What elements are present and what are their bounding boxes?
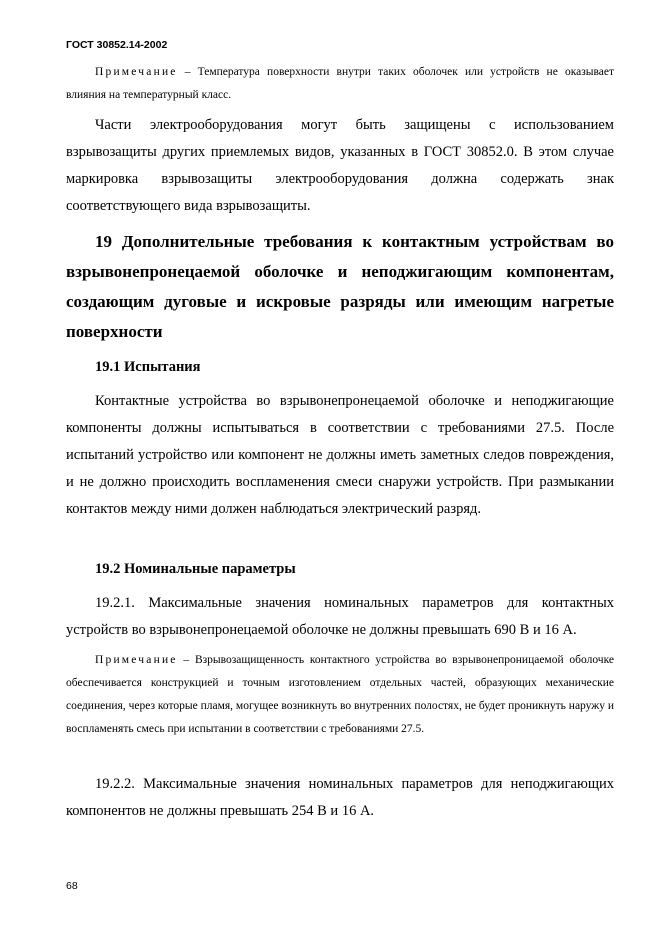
- subsection-19-2-heading: 19.2 Номинальные параметры: [95, 561, 296, 577]
- section-19-heading: 19 Дополнительные требования к контактным устройствам во взрывонепронецаемой оболочке и неподжигающим компонентам, создающим дуговые и искровые разряды или имеющим нагретые поверхности: [66, 232, 614, 341]
- page-number: 68: [66, 880, 78, 892]
- note-text: – Температура поверхности внутри таких оболочек или устройств не оказывает влияния на температурный класс.: [66, 66, 614, 101]
- paragraph-other-protection: Части электрооборудования могут быть защищены с использованием взрывозащиты других приемлемых видов, указанных в ГОСТ 30852.0. В этом случае маркировка взрывозащиты электрооборудования должна содержать знак соответствующего вида взрывозащиты.: [66, 117, 614, 214]
- note-label: Примечание: [95, 66, 178, 78]
- paragraph-19-2-2: 19.2.2. Максимальные значения номинальных параметров для неподжигающих компонентов не должны превышать 254 В и 16 А.: [66, 776, 614, 819]
- note-flameproof: [66, 649, 614, 741]
- paragraph-19-1-testing: Контактные устройства во взрывонепронецаемой оболочке и неподжигающие компоненты должны испытываться в соответствии с требованиями 27.5. После испытаний устройство или компонент не должны иметь заметных следов повреждения, и не должно происходить воспламенения смеси снаружи устройств. При размыкании контактов между ними должен наблюдаться электрический разряд.: [66, 393, 614, 517]
- subsection-19-1-heading: 19.1 Испытания: [95, 359, 201, 375]
- document-code-header: ГОСТ 30852.14-2002: [66, 39, 168, 51]
- note-label: Примечание: [95, 654, 178, 666]
- note-text: – Взрывозащищенность контактного устройства во взрывонепроницаемой оболочке обеспечивается конструкцией и точным изготовлением отдельных частей, образующих механические соединения, через которые пламя, могущее возникнуть во внутренних полостях, не будет проникнуть наружу и воспламенять смесь при испытании в соответствии с требованиями 27.5.: [66, 654, 614, 735]
- note-temperature: [66, 61, 614, 107]
- paragraph-19-2-1: 19.2.1. Максимальные значения номинальных параметров для контактных устройств во взрывонепронецаемой оболочке не должны превышать 690 В и 16 А.: [66, 595, 614, 638]
